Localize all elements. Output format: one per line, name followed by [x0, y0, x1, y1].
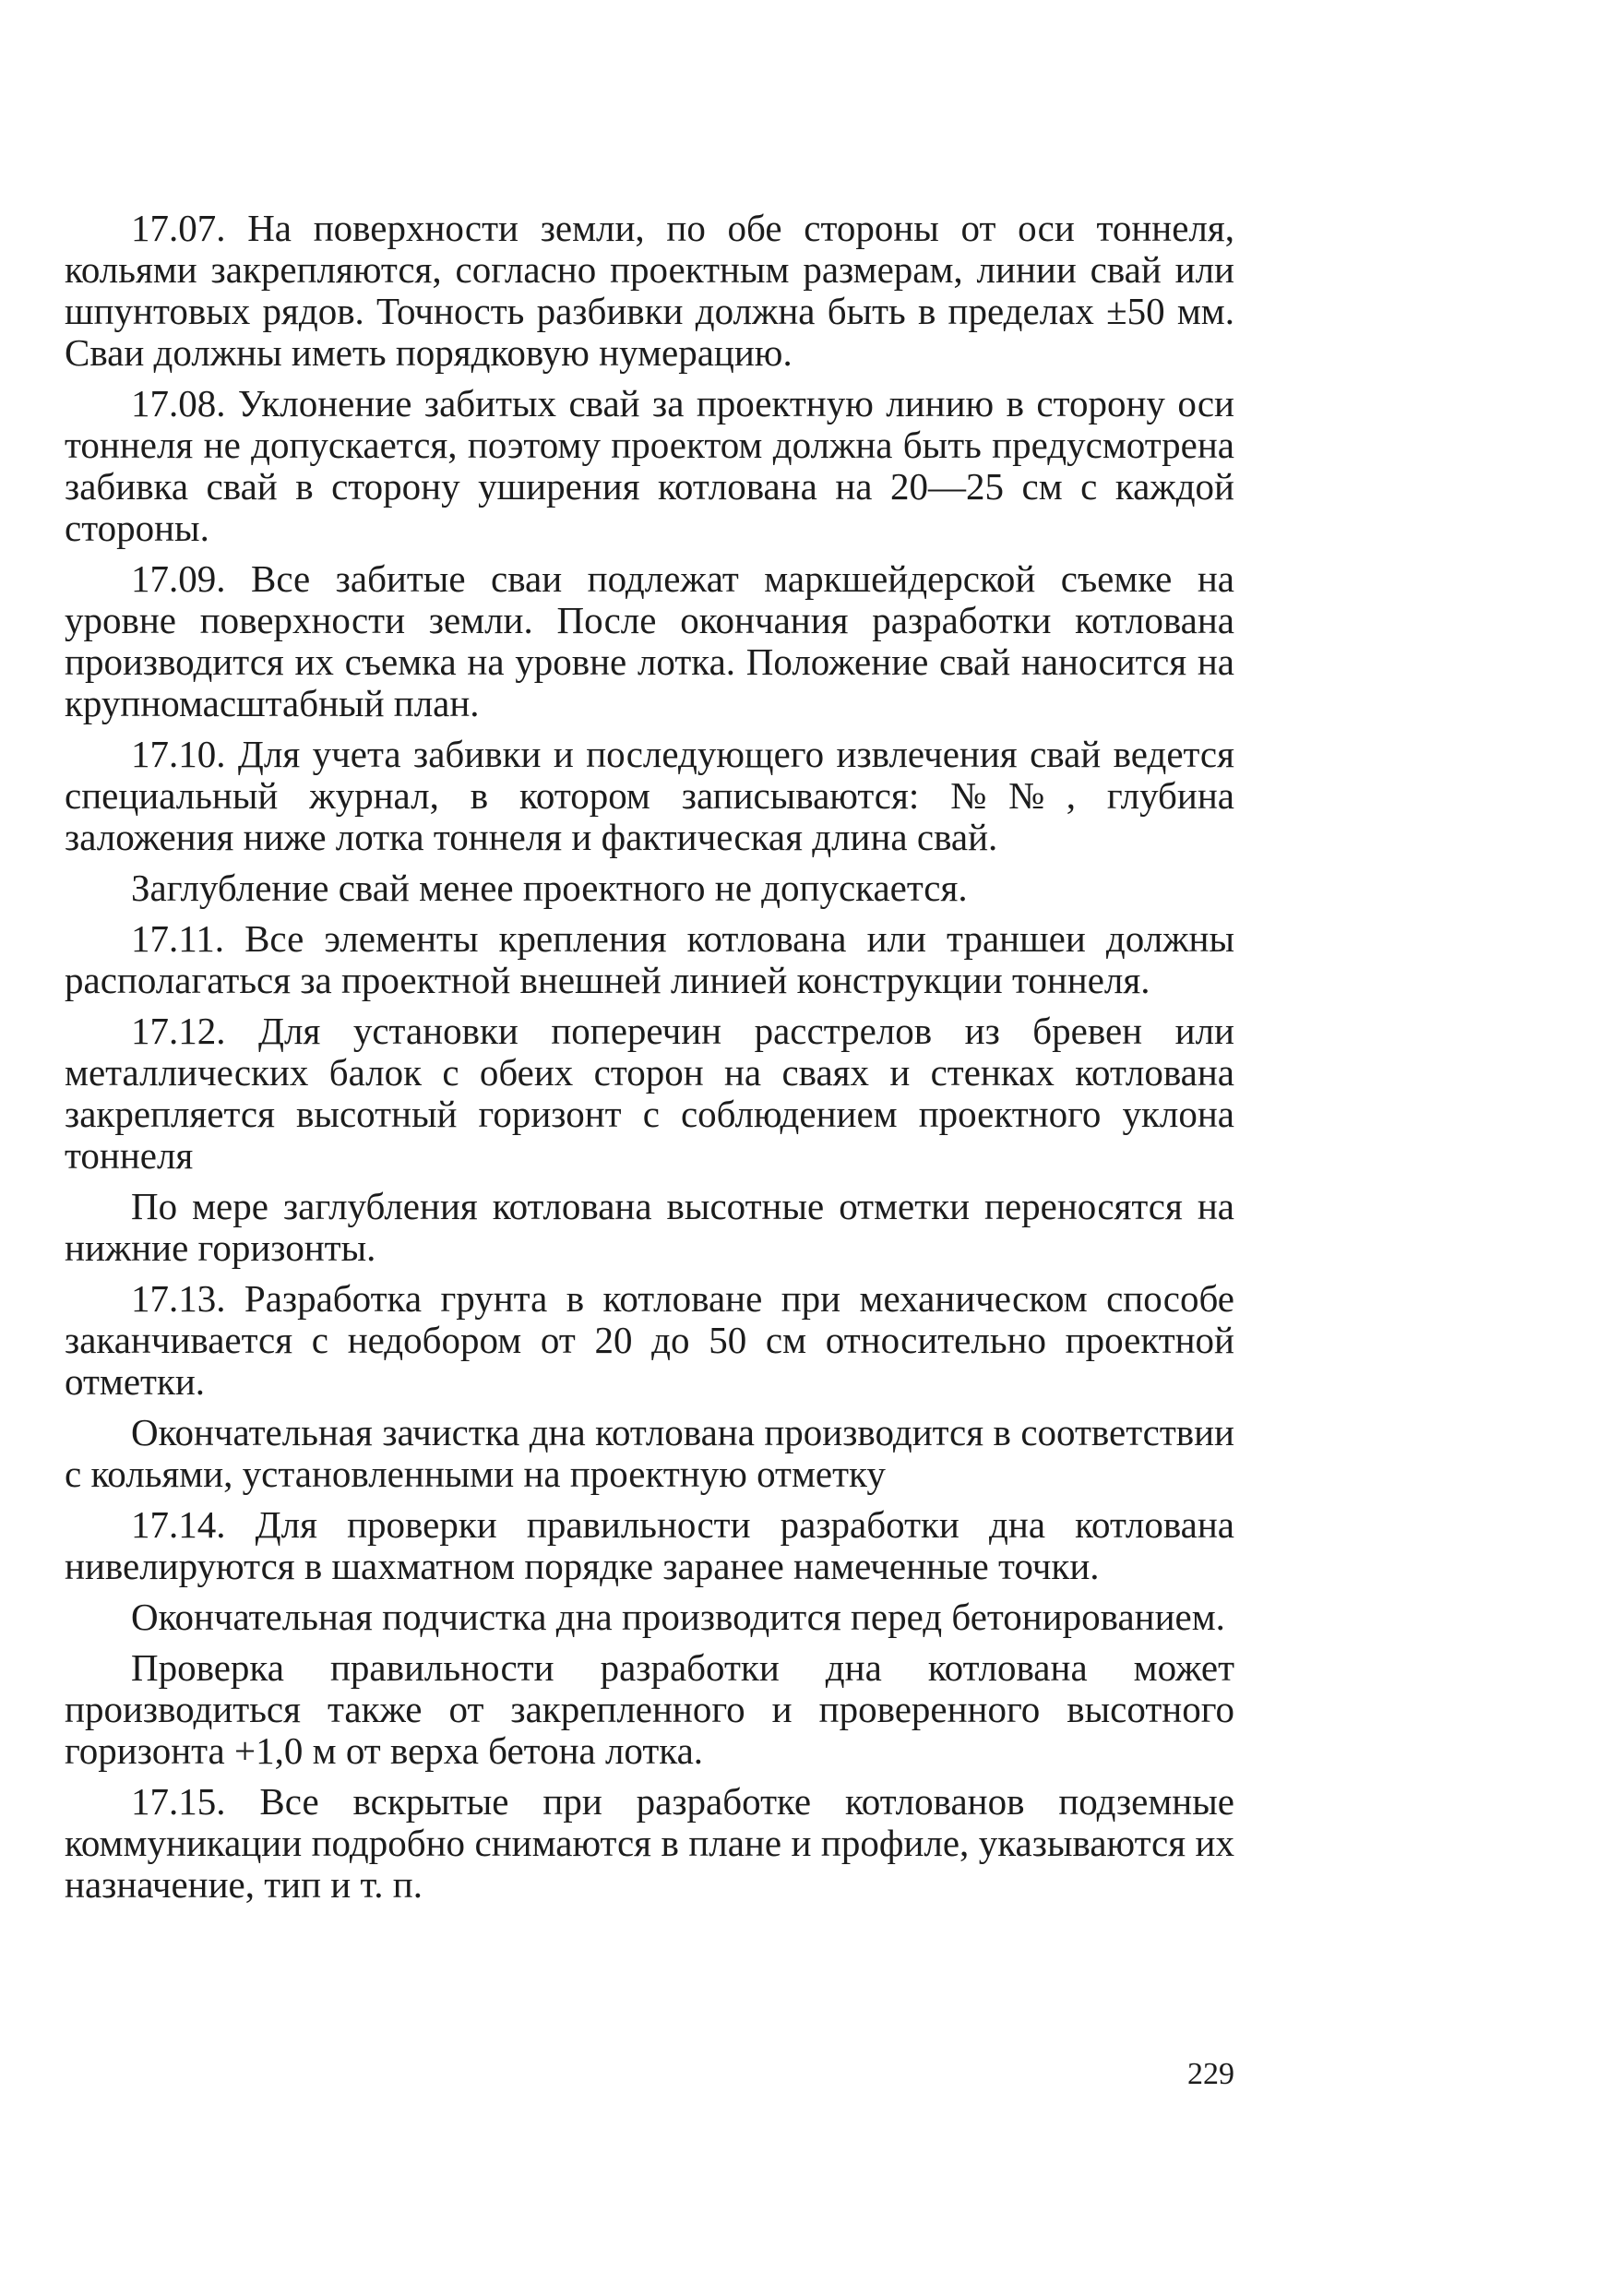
paragraph-17-14-note-2: Проверка правильности разработки дна котлована может производиться также от закрепленного и проверенного высотного горизонта +1,0 м от верха бетона лотка.	[65, 1646, 1234, 1772]
page-body	[65, 208, 1234, 1915]
paragraph-17-14-note-1: Окончательная подчистка дна производится перед бетонированием.	[131, 1596, 1225, 1638]
paragraph-17-11: 17.11. Все элементы крепления котлована или траншеи должны располагаться за проектной внешней линией конструкции тоннеля.	[65, 917, 1234, 1001]
page-number: 229	[1187, 2057, 1234, 2091]
paragraph-17-12-note: По мере заглубления котлована высотные отметки переносятся на нижние горизонты.	[65, 1185, 1234, 1269]
paragraph-17-08: 17.08. Уклонение забитых свай за проектную линию в сторону оси тоннеля не допускается, поэтому проектом должна быть предусмотрена забивка свай в сторону уширения котлована на 20—25 см с каждой стороны.	[65, 382, 1234, 549]
paragraph-17-09: 17.09. Все забитые сваи подлежат маркшейдерской съемке на уровне поверхности земли. После окончания разработки котлована производится их съемка на уровне лотка. Положение свай наносится на крупномасштабный план.	[65, 557, 1234, 724]
paragraph-17-13: 17.13. Разработка грунта в котловане при механическом способе заканчивается с недобором от 20 до 50 см относительно проектной отметки.	[65, 1277, 1234, 1403]
paragraph-17-10: 17.10. Для учета забивки и последующего извлечения свай ведется специальный журнал, в котором записываются: №№, глубина заложения ниже лотка тоннеля и фактическая длина свай.	[65, 733, 1234, 858]
paragraph-17-12: 17.12. Для установки поперечин расстрелов из бревен или металлических балок с обеих сторон на сваях и стенках котлована закрепляется высотный горизонт с соблюдением проектного уклона тоннеля	[65, 1010, 1234, 1177]
paragraph-17-07: 17.07. На поверхности земли, по обе стороны от оси тоннеля, кольями закрепляются, согласно проектным размерам, линии свай или шпунтовых рядов. Точность разбивки должна быть в пределах ±50 мм. Сваи должны иметь порядковую нумерацию.	[65, 207, 1234, 374]
paragraph-17-10-note: Заглубление свай менее проектного не допускается.	[131, 867, 968, 909]
paragraph-17-14: 17.14. Для проверки правильности разработки дна котлована нивелируются в шахматном порядке заранее намеченные точки.	[65, 1503, 1234, 1587]
paragraph-17-15: 17.15. Все вскрытые при разработке котлованов подземные коммуникации подробно снимаются в плане и профиле, указываются их назначение, тип и т. п.	[65, 1780, 1234, 1906]
paragraph-17-13-note: Окончательная зачистка дна котлована производится в соответствии с кольями, установленными на проектную отметку	[65, 1411, 1234, 1495]
